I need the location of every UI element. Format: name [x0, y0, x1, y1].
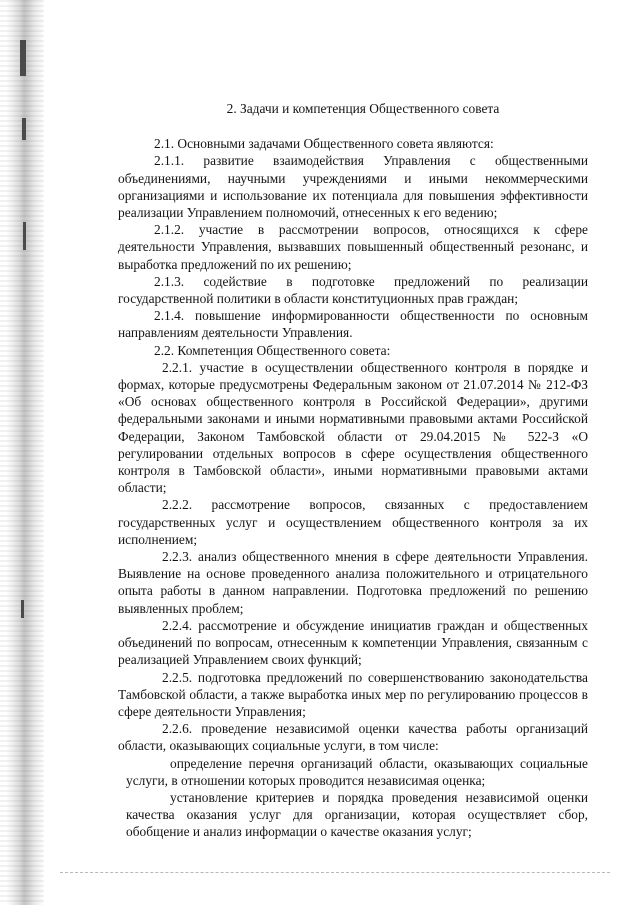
scan-artifact [21, 600, 24, 618]
section-title: 2. Задачи и компетенция Общественного совета [226, 101, 500, 116]
paragraph-2-1-2: 2.1.2. участие в рассмотрении вопросов, относящихся к сфере деятельности Управления, вызвавших повышенный общественный резонанс, и выработка предложений по их решению; [118, 222, 588, 272]
scan-artifact [20, 40, 26, 76]
paragraph-2-2: 2.2. Компетенция Общественного совета: [154, 342, 391, 358]
paragraph-2-1-3: 2.1.3. содействие в подготовке предложений по реализации государственной политики в области конституционных прав граждан; [118, 273, 588, 307]
scan-artifact [22, 118, 26, 140]
paragraph-2-2-2: 2.2.2. рассмотрение вопросов, связанных с предоставлением государственных услуг и осуществлением общественного контроля за их исполнением; [118, 497, 588, 547]
paragraph-2-1-1: 2.1.1. развитие взаимодействия Управления с общественными объединениями, научными учреждениями и иными некоммерческими организациями и использование их потенциала для повышения эффективности реализации Управлением полномочий, отнесенных к его ведению; [118, 153, 588, 221]
paragraph-2-2-6-item-2: установление критериев и порядка проведения независимой оценки качества оказания услуг для организации, которая осуществляет сбор, обобщение и анализ информации о качестве оказания услуг; [126, 789, 588, 840]
paragraph-2-2-3: 2.2.3. анализ общественного мнения в сфере деятельности Управления. Выявление на основе проведенного анализа положительного и отрицательного опыта работы в данном направлении. Подготовка предложений по решению выявленных проблем; [118, 549, 588, 616]
document-body [118, 100, 588, 841]
paragraph-2-2-6-item-1: определение перечня организаций области, оказывающих социальные услуги, в отношении которых проводится независимая оценка; [126, 755, 588, 788]
paragraph-2-1: 2.1. Основными задачами Общественного совета являются: [154, 136, 494, 152]
paragraph-2-2-6: 2.2.6. проведение независимой оценки качества работы организаций области, оказывающих социальные услуги, в том числе: [118, 721, 588, 754]
scan-artifact [23, 222, 26, 250]
paragraph-2-2-5: 2.2.5. подготовка предложений по совершенствованию законодательства Тамбовской области, а также выработка иных мер по регулированию процессов в сфере деятельности Управления; [118, 669, 588, 719]
paragraph-2-2-4: 2.2.4. рассмотрение и обсуждение инициатив граждан и общественных объединений по вопросам, отнесенным к компетенции Управления, связанным с реализацией Управлением своих функций; [118, 617, 588, 668]
paragraph-2-1-4: 2.1.4. повышение информированности общественности по основным направлениям деятельности Управления. [118, 308, 588, 341]
scan-bottom-edge [60, 872, 610, 876]
paragraph-2-2-1: 2.2.1. участие в осуществлении общественного контроля в порядке и формах, которые предусмотрены Федеральным законом от 21.07.2014 № 212-ФЗ «Об основах общественного контроля в Российской Федерации», другими федеральными законами и иными нормативными правовыми актами Российской Федерации, Законом Тамбовской области от 29.04.2015 № 522-З «О регулировании отдельных вопросов в сфере осуществления общественного контроля в Тамбовской области», иными нормативными правовыми актами области; [118, 359, 588, 496]
scan-left-edge-shadow [0, 0, 44, 905]
